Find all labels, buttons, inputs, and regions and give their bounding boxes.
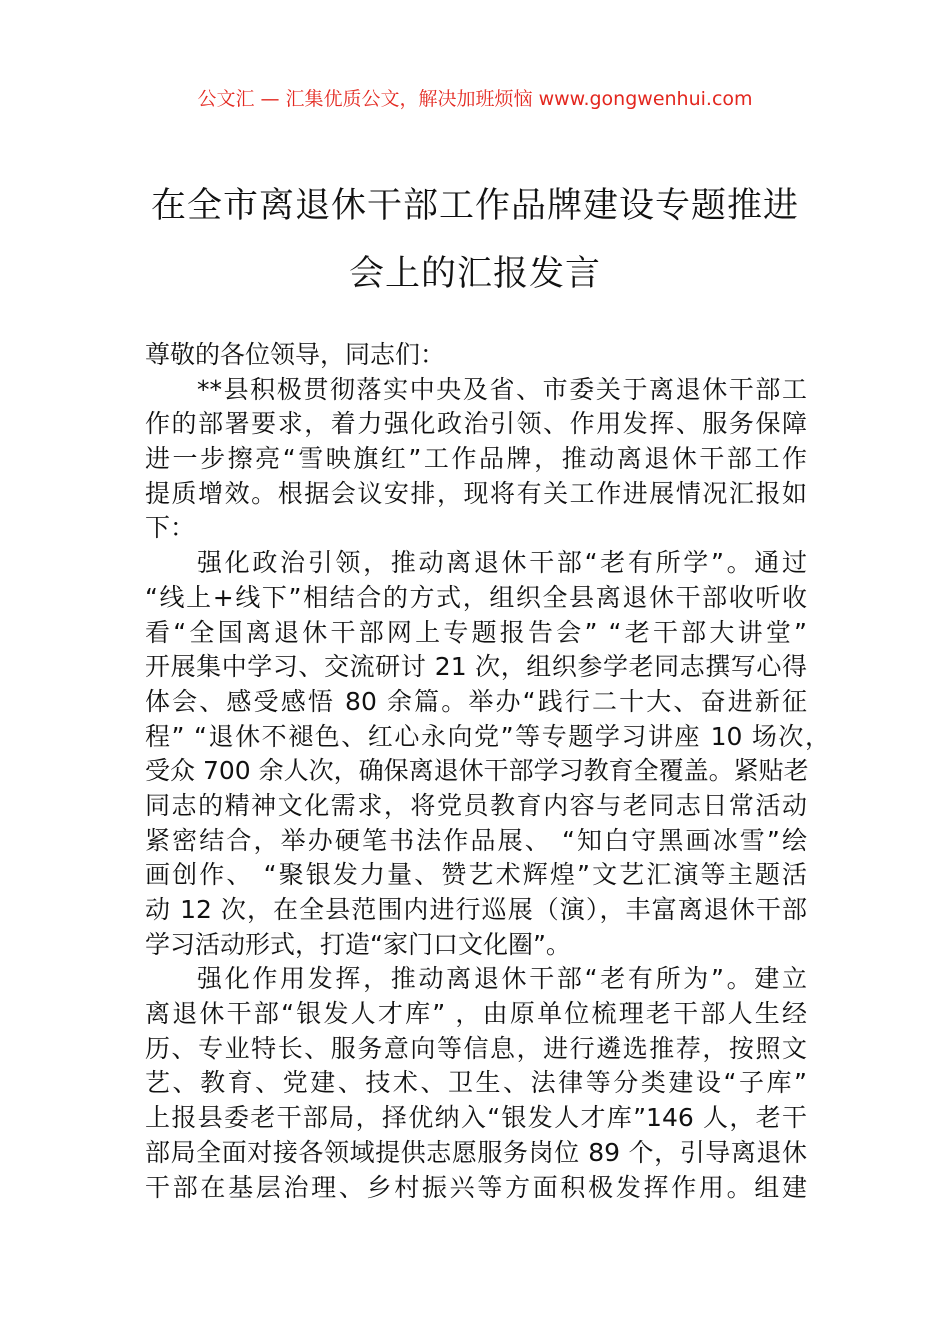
paragraph-line: 作的部署要求，着力强化政治引领、作用发挥、服务保障 [145, 409, 807, 439]
paragraph-line: 部局全面对接各领域提供志愿服务岗位 89 个，引导离退休 [145, 1137, 807, 1167]
paragraph-line: 强化政治引领，推动离退休干部“老有所学”。通过 [197, 548, 807, 578]
paragraph-line: 受众 700 余人次，确保离退休干部学习教育全覆盖。紧贴老 [145, 756, 809, 786]
paragraph-line: 体会、感受感悟 80 余篇。举办“践行二十大、奋进新征 [145, 686, 807, 716]
paragraph-line: 进一步擦亮“雪映旗红”工作品牌，推动离退休干部工作 [145, 444, 807, 474]
paragraph-line: 看“全国离退休干部网上专题报告会” “老干部大讲堂” [145, 617, 807, 647]
paragraph-line: 艺、教育、党建、技术、卫生、法律等分类建设“子库” [145, 1068, 807, 1098]
paragraph-line: 画创作、 “聚银发力量、赞艺术辉煌”文艺汇演等主题活 [145, 860, 807, 890]
paragraph-line: 下： [145, 513, 196, 543]
paragraph-line: 紧密结合，举办硬笔书法作品展、 “知白守黑画冰雪”绘 [145, 825, 807, 855]
paragraph-line: “线上+线下”相结合的方式，组织全县离退休干部收听收 [145, 582, 807, 612]
paragraph [145, 546, 830, 962]
paragraph [145, 962, 807, 1205]
paragraph-line: 动 12 次，在全县范围内进行巡展（演），丰富离退休干部 [145, 895, 807, 924]
salutation: 尊敬的各位领导，同志们： [145, 340, 446, 369]
paragraph-line: 离退休干部“银发人才库” ，由原单位梳理老干部人生经 [145, 999, 807, 1029]
paragraph-line: 提质增效。根据会议安排，现将有关工作进展情况汇报如 [145, 478, 807, 508]
paragraph-line: 历、专业特长、服务意向等信息，进行遴选推荐，按照文 [145, 1033, 807, 1063]
paragraph-line: 程” “退休不褪色、红心永向党”等专题学习讲座 10 场次， [145, 721, 830, 751]
paragraph-line: 开展集中学习、交流研讨 21 次，组织参学老同志撰写心得 [145, 652, 807, 682]
paragraph-line: 上报县委老干部局，择优纳入“银发人才库”146 人，老干 [145, 1103, 807, 1133]
document-title-line-2: 会上的汇报发言 [348, 254, 601, 294]
header-banner: 公文汇 — 汇集优质公文，解决加班烦恼 www.gongwenhui.com [197, 88, 753, 110]
document-body [145, 338, 830, 1205]
paragraph-line: 同志的精神文化需求，将党员教育内容与老同志日常活动 [145, 790, 807, 820]
paragraph-line: 学习活动形式，打造“家门口文化圈”。 [145, 929, 571, 959]
paragraph-line: 强化作用发挥，推动离退休干部“老有所为”。建立 [197, 964, 807, 994]
paragraph-line: 干部在基层治理、乡村振兴等方面积极发挥作用。组建 [145, 1172, 807, 1202]
paragraph-line: **县积极贯彻落实中央及省、市委关于离退休干部工 [197, 374, 807, 404]
paragraph [145, 373, 807, 546]
document-title-line-1: 在全市离退休干部工作品牌建设专题推进 [150, 186, 799, 226]
